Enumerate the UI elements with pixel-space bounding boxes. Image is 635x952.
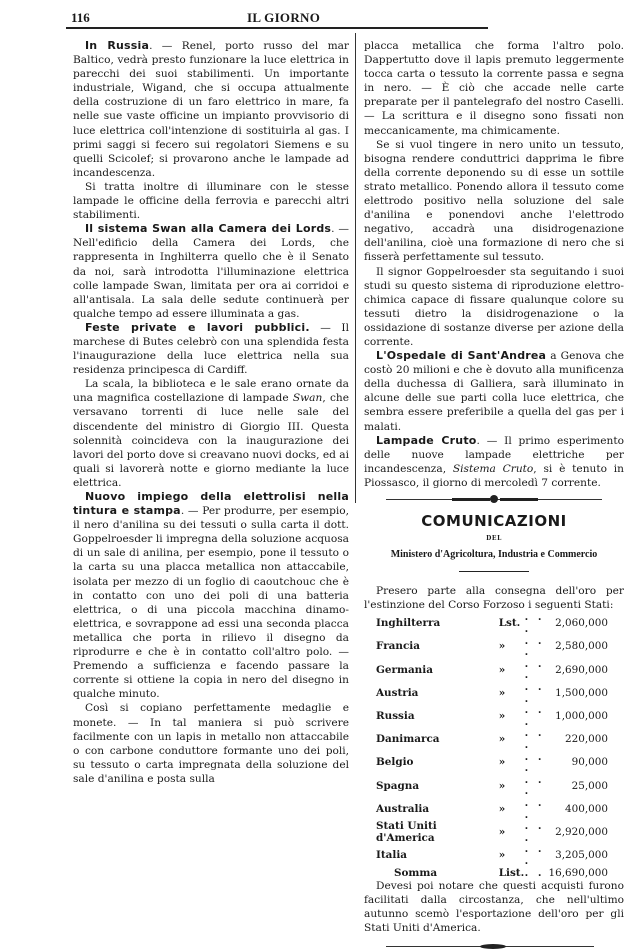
article-paragraph: [364, 265, 624, 350]
publication-title: IL GIORNO: [247, 10, 321, 25]
cell-dots: . . .: [524, 681, 545, 705]
short-rule: [459, 571, 529, 572]
article-ospedale: [364, 349, 624, 434]
cell-unit: »: [498, 663, 506, 676]
article-italic: Swan: [292, 392, 323, 405]
cell-dots: . . .: [524, 750, 545, 775]
article-heading: Lampade Cruto: [376, 433, 477, 447]
cell-dots: . . .: [524, 820, 545, 844]
article-body: a Genova che costò 20 milioni e che è dovuto alla munificenza della duchessa di Galliera, sarà illuminato in alcune delle sue parti colla luce elettrica, che sembra essere preferibile a quella del gas per i malati.: [364, 350, 624, 433]
cell-country: Francia: [376, 640, 420, 653]
cell-dots: . . .: [524, 657, 545, 682]
article-body: Si tratta inoltre di illuminare con le stesse lampade le officine della ferrovia e parecchi altri stabilimenti.: [73, 180, 349, 222]
cell-unit: Lst.: [498, 617, 521, 630]
communications-del: DEL: [486, 535, 502, 543]
cell-country: Belgio: [376, 756, 414, 769]
header-rule: [66, 27, 488, 29]
table-row: [376, 682, 608, 705]
article-swan-lords: [73, 222, 349, 321]
cell-dots: . . .: [524, 634, 545, 659]
article-lampade-cruto: [364, 434, 624, 490]
article-body: La scala, la biblioteca e le sale erano ornate da una magnifica costellazione di lampade: [73, 378, 349, 405]
cell-country: Australia: [376, 802, 430, 815]
cell-country: Germania: [376, 663, 433, 676]
article-body: . — Il primo esperimento delle nuove lampade elettriche per incandescenza,: [364, 434, 624, 475]
table-row: [376, 612, 608, 635]
article-body: . — Renel, porto russo del mar Baltico, vedrà presto funzionare la luce elettrica in parecchi dei suoi stabilimenti. Un importante industriale, Wigand, che si occupa attualmente della costruzione di un faro elettrico in mare, fa nelle sue vaste officine un impianto provvisorio di luce elettrica coll'intenzione di sostituirla al gas. I primi saggi si fecero sui regolatori Siemens e su quelli Scicolef; si provarono anche le lampade ad incandescenza.: [73, 40, 349, 179]
cell-amount: 2,580,000: [555, 640, 608, 653]
article-paragraph: [73, 701, 349, 786]
article-body: . — Nell'edificio della Camera dei Lords, che rappresenta in Inghilterra quello che è il Senato da noi, sarà introdotta l'illuminazione elettrica colle lampade Swan, limitata per ora ai corridoi e all'antisala. La sala delle sedute continuerà per qualche tempo ad essere illuminata a gas.: [73, 223, 349, 320]
page-number: 116: [71, 10, 90, 25]
table-row: [376, 636, 608, 659]
table-row: [376, 844, 608, 867]
table-row: [376, 728, 608, 751]
article-heading: Feste private e lavori pubblici.: [85, 320, 310, 334]
cell-amount: 1,000,000: [555, 710, 608, 723]
cell-amount: 1,500,000: [555, 686, 608, 699]
cell-unit: »: [498, 710, 506, 723]
cell-country: Spagna: [376, 779, 420, 792]
cell-country: Austria: [376, 686, 419, 699]
article-heading: In Russia: [85, 39, 150, 52]
article-body: , che versavano torrenti di luce nelle sale del discendente del ministro di Giorgio III. Questa solennità coincideva con la inaugurazione dei lavori del porto dove si creavano nuovi docks, ed ai quali si lavorerà notte e giorno mediante la luce elettrica.: [73, 392, 349, 489]
article-heading: Il sistema Swan alla Camera dei Lords: [85, 222, 332, 236]
ministry-name: Ministero d'Agricoltura, Industria e Commercio: [390, 549, 598, 561]
ornamental-divider: [364, 494, 624, 506]
table-total-row: Somma List. . . 16,690,000: [394, 866, 608, 879]
cell-dots: . . .: [524, 727, 545, 751]
table-row: [376, 705, 608, 728]
article-italic: Sistema Cruto: [452, 462, 534, 475]
cell-unit: »: [498, 733, 506, 746]
cell-amount: 90,000: [571, 756, 608, 769]
cell-dots: . . .: [524, 704, 545, 728]
article-body: placca metallica che forma l'altro polo. Dappertutto dove il lapis premuto leggermente tocca carta o tessuto la corrente passa e segna in nero. — È ciò che accade nelle carte preparate per il pantelegrafo del nostro Caselli. — La scrittura e il disegno sono fissati non meccanicamente, ma chimicamente.: [364, 40, 624, 137]
cell-country: Italia: [376, 849, 408, 862]
cell-country: Inghilterra: [376, 617, 441, 630]
article-feste-private: [73, 321, 349, 377]
cell-unit: »: [498, 640, 506, 653]
article-paragraph: [364, 138, 624, 265]
article-in-russia: [73, 39, 349, 180]
table-row: [376, 659, 608, 682]
cell-amount: 400,000: [565, 802, 608, 815]
table-row: [376, 798, 608, 821]
article-heading: L'Ospedale di Sant'Andrea: [376, 349, 547, 363]
table-row: [376, 775, 608, 798]
article-body: Così si copiano perfettamente medaglie e monete. — In tal maniera si può scrivere facilmente con un lapis in metallo non attaccabile o con carbone conduttore formante uno dei poli, su tessuto o carta impregnata della soluzione del sale d'anilina e posta sulla: [73, 702, 349, 785]
cell-unit: »: [498, 756, 506, 769]
article-body: — Il marchese di Butes celebrò con una splendida festa l'inaugurazione della luce elettrica nella sua residenza principesca di Cardiff.: [73, 321, 350, 377]
cell-country: Russia: [376, 710, 415, 723]
right-column: [364, 39, 624, 952]
cell-unit: »: [498, 779, 506, 792]
end-ornament: [364, 942, 624, 952]
column-divider: [355, 33, 356, 503]
gold-delivery-table: [376, 612, 608, 879]
cell-country: Danimarca: [376, 733, 440, 746]
article-paragraph: [73, 377, 349, 490]
table-row: [376, 752, 608, 775]
cell-unit: »: [498, 802, 506, 815]
cell-dots: . . .: [524, 611, 545, 636]
cell-amount: 2,920,000: [555, 825, 608, 838]
article-body: . — Per produrre, per esempio, il nero d'anilina su dei tessuti o sulla carta il dott. Goppelroesder li impregna della soluzione acquosa di un sale di anilina, per esempio, pone il tessuto o la carta su una placca metallica non attaccabile, isolata per mezzo di un foglio di caoutchouc che è in contatto con uno dei poli di una batteria elettrica, o di una piccola macchina dinamo-elettrica, e sovrappone ad essi una seconda placca metallica che porta in rilievo il disegno da riprodurre e che è in contatto coll'altro polo. — Premendo a sufficienza e facendo passare la corrente si ottiene la copia in nero del disegno in qualche minuto.: [73, 505, 349, 701]
cell-amount: 2,060,000: [555, 617, 608, 630]
page-header: [69, 6, 489, 28]
table-row: [376, 821, 608, 844]
cell-amount: 25,000: [571, 779, 608, 792]
cell-unit: »: [498, 686, 506, 699]
cell-amount: 3,205,000: [555, 849, 608, 862]
left-column: [73, 39, 349, 786]
cell-country: Stati Uniti d'America: [376, 820, 437, 844]
cell-unit: »: [498, 849, 506, 862]
article-paragraph: [73, 180, 349, 222]
cell-dots: . . .: [524, 796, 545, 821]
article-elettrolisi: [73, 490, 349, 701]
cell-dots: . . .: [524, 843, 545, 867]
cell-amount: 220,000: [565, 733, 608, 746]
article-heading: Nuovo impiego della elettrolisi nella tintura e stampa: [73, 490, 349, 518]
communications-closing: Devesi poi notare che questi acquisti furono facilitati dalla circostanza, che nell'ultimo autunno scemò l'esportazione dell'oro per gli Stati Uniti d'America.: [364, 880, 624, 935]
cell-amount: 2,690,000: [555, 663, 608, 676]
article-body: Il signor Goppelroesder sta seguitando i suoi studi su questo sistema di riproduzione elettro-chimica capace di fissare qualunque colore su tessuti dietro la disidrogenazione o la ossidazione di sostanze diverse per azione della corrente.: [364, 265, 624, 348]
communications-title: COMUNICAZIONI: [421, 512, 567, 530]
cell-dots: . . .: [524, 773, 545, 798]
article-body: , si è tenuto in Piossasco, il giorno di mercoledì 7 corrente.: [364, 462, 624, 489]
article-continuation: [364, 39, 624, 138]
communications-intro: Presero parte alla consegna dell'oro per l'estinzione del Corso Forzoso i seguenti Stati:: [364, 585, 624, 612]
article-body: Se si vuol tingere in nero unito un tessuto, bisogna rendere conduttrici dapprima le fibre della corrente deponendo su di esse un sottile strato metallico. Ponendo allora il tessuto come elettrodo positivo nella soluzione del sale d'anilina e ponendovi anche l'elettrodo negativo, accadrà una disidrogenazione dell'anilina, cioè una formazione di nero che si fisserà perfettamente sul tessuto.: [364, 138, 624, 264]
cell-unit: »: [498, 825, 506, 838]
